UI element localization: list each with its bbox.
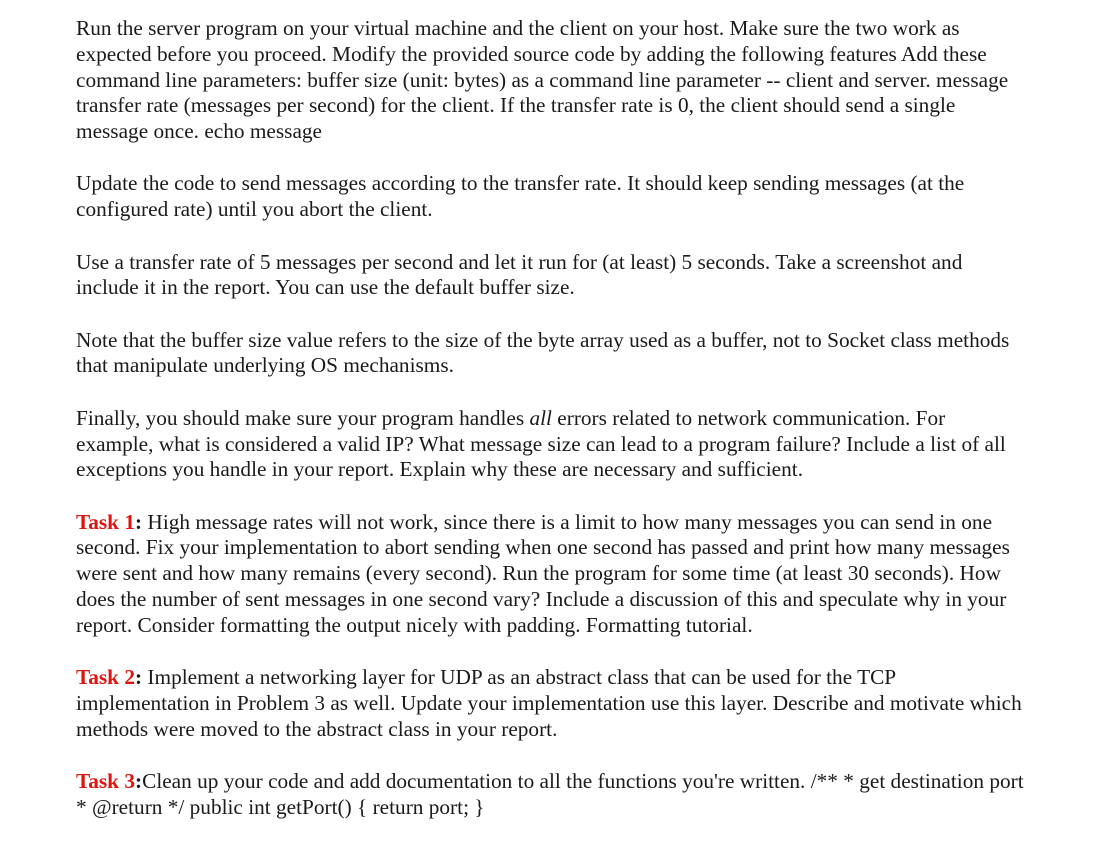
paragraph-error-handling [76,406,1026,483]
task-3-colon: : [135,769,143,794]
task-1-number: Task 1 [76,509,136,534]
error-handling-text-after: errors related to network communication. For example, what is considered a valid IP? What message size can lead to a program failure? Include a list of all exceptions you handle in your report. Explain why these are necessary and sufficient. [76,405,1006,482]
task-3-text: Clean up your code and add documentation to all the functions you're written. /** * get destination port * @return */ public int getPort() { return port; } [76,769,1024,819]
error-handling-emphasis: all [529,405,552,430]
document-body [76,16,1026,847]
paragraph-buffer-note: Note that the buffer size value refers to the size of the byte array used as a buffer, not to Socket class methods that manipulate underlying OS mechanisms. [76,327,1010,378]
task-2-paragraph [76,665,1026,742]
task-2-text: Implement a networking layer for UDP as an abstract class that can be used for the TCP implementation in Problem 3 as well. Update your implementation use this layer. Describe and motivate which methods were moved to the abstract class in your report. [76,665,1022,741]
paragraph-transfer-rate: Update the code to send messages according to the transfer rate. It should keep sending messages (at the configured rate) until you abort the client. [76,171,965,222]
task-1-paragraph [76,510,1026,639]
task-3-paragraph [76,769,1026,821]
task-3-label [76,769,142,793]
task-1-label [76,510,142,534]
paragraph-screenshot: Use a transfer rate of 5 messages per second and let it run for (at least) 5 seconds. Take a screenshot and include it in the report. You can use the default buffer size. [76,249,963,300]
task-1-text: High message rates will not work, since there is a limit to how many messages you can send in one second. Fix your implementation to abort sending when one second has passed and print how many messages were sent and how many remains (every second). Run the program for some time (at least 30 seconds). How does the number of sent messages in one second vary? Include a discussion of this and speculate why in your report. Consider formatting the output nicely with padding. Formatting tutorial. [76,509,1010,637]
task-3-number: Task 3 [76,769,136,794]
paragraph-instructions: Run the server program on your virtual machine and the client on your host. Make sure the two work as expected before you proceed. Modify the provided source code by adding the following features Add these command line parameters: buffer size (unit: bytes) as a command line parameter -- client and server. message transfer rate (messages per second) for the client. If the transfer rate is 0, the client should send a single message once. echo message [76,16,1009,144]
task-2-label [76,665,142,689]
task-2-colon: : [135,665,143,690]
task-1-colon: : [135,509,143,534]
error-handling-text-before: Finally, you should make sure your program handles [76,405,530,430]
task-2-number: Task 2 [76,665,136,690]
